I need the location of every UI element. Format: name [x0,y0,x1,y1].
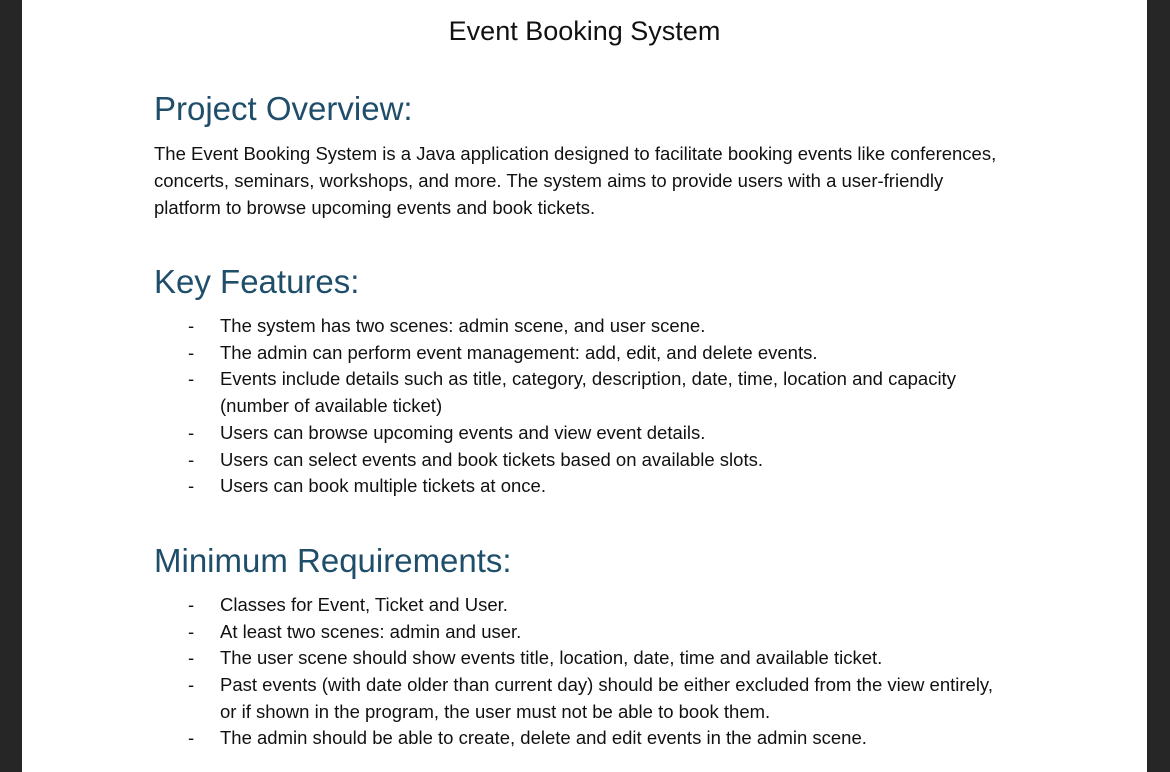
overview-paragraph: The Event Booking System is a Java application designed to facilitate booking events like conferences, concerts, seminars, workshops, and more. The system aims to provide users with a user-friendly platform to browse upcoming events and book tickets. [154,143,997,218]
dash-bullet: - [188,421,195,443]
list-item-text: Users can book multiple tickets at once. [220,475,546,497]
dash-bullet: - [188,341,195,363]
list-item [154,645,1014,672]
document-page [22,0,1147,772]
list-item [154,366,1014,419]
dash-bullet: - [188,593,195,615]
list-item-text: The system has two scenes: admin scene, and user scene. [220,315,706,336]
list-item-text: At least two scenes: admin and user. [220,620,522,642]
dash-bullet: - [188,448,195,470]
list-item [154,313,1014,340]
dash-bullet: - [188,727,195,749]
list-item [154,672,1014,725]
features-heading: Key Features: [154,263,360,300]
dash-bullet: - [188,620,195,642]
overview-section [154,88,1014,221]
list-item [154,340,1014,367]
list-item-text: Users can browse upcoming events and view event details. [220,421,706,443]
list-item-text: Events include details such as title, category, description, date, time, location and capacity (number of available ticket) [220,368,956,417]
requirements-section [154,540,1014,752]
list-item-text: The user scene should show events title, location, date, time and available ticket. [220,647,883,669]
requirements-heading: Minimum Requirements: [154,541,512,579]
document-content [154,88,1014,772]
overview-heading: Project Overview: [154,90,413,127]
dash-bullet: - [188,674,195,696]
list-item [154,592,1014,619]
features-section [154,261,1014,500]
features-list [154,313,1014,500]
list-item [154,473,1014,500]
list-item-text: Users can select events and book tickets based on available slots. [220,448,763,470]
list-item-text: Classes for Event, Ticket and User. [220,593,508,615]
list-item-text: The admin should be able to create, delete and edit events in the admin scene. [220,727,867,749]
dash-bullet: - [188,315,195,336]
dash-bullet: - [188,475,195,497]
dash-bullet: - [188,368,195,390]
list-item [154,420,1014,447]
list-item [154,447,1014,474]
document-title: Event Booking System [448,16,721,46]
dash-bullet: - [188,647,195,669]
list-item-text: The admin can perform event management: add, edit, and delete events. [220,341,818,363]
list-item [154,619,1014,646]
list-item [154,725,1014,752]
requirements-list [154,592,1014,752]
list-item-text: Past events (with date older than current day) should be either excluded from the view entirely, or if shown in the program, the user must not be able to book them. [220,674,993,722]
